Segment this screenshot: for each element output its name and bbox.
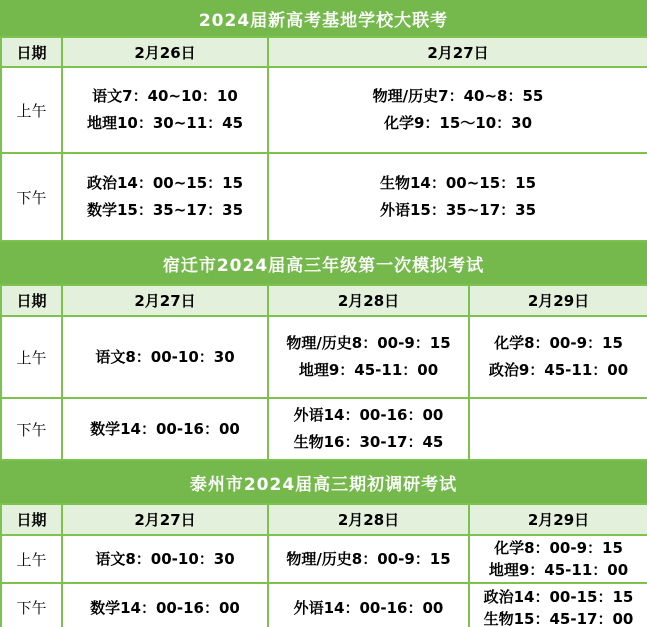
date-cell: 2月28日	[268, 504, 469, 535]
period-label: 下午	[1, 583, 62, 627]
date-cell: 2月26日	[62, 37, 268, 67]
schedule-cell	[268, 583, 469, 627]
date-cell: 2月29日	[469, 285, 647, 316]
schedule-cell	[268, 398, 469, 460]
section-title-bar	[0, 461, 647, 503]
schedule-cell	[268, 316, 469, 398]
section-title: 宿迁市2024届高三年级第一次模拟考试	[162, 255, 485, 276]
schedule-cell	[62, 535, 268, 583]
date-cell: 2月28日	[268, 285, 469, 316]
date-cell: 2月27日	[268, 37, 647, 67]
exam-time: 数学15：35~17：35	[86, 201, 244, 219]
exam-time: 化学9：15～10：30	[383, 114, 533, 132]
schedule-cell	[62, 398, 268, 460]
exam-time: 外语14：00-16：00	[293, 406, 444, 424]
table-row-afternoon	[1, 583, 647, 627]
table-row-morning	[1, 316, 647, 398]
exam-time: 地理9：45-11：00	[298, 361, 439, 379]
period-label: 上午	[1, 535, 62, 583]
schedule-cell	[469, 535, 647, 583]
date-cell: 2月29日	[469, 504, 647, 535]
exam-time: 生物14：00~15：15	[379, 174, 537, 192]
exam-time: 数学14：00-16：00	[90, 419, 240, 438]
section-title: 2024届新高考基地学校大联考	[198, 10, 449, 31]
section-joint-exam	[0, 0, 647, 242]
schedule-cell	[62, 316, 268, 398]
date-label-cell: 日期	[1, 504, 62, 535]
exam-time: 地理10：30~11：45	[86, 114, 244, 132]
exam-time: 生物16：30-17：45	[293, 433, 444, 451]
exam-time: 政治14：00~15：15	[86, 174, 244, 192]
exam-time: 物理/历史7：40~8：55	[372, 87, 544, 105]
exam-time: 地理9：45-11：00	[488, 561, 629, 579]
table-row-morning	[1, 535, 647, 583]
schedule-cell	[469, 316, 647, 398]
schedule-cell	[62, 153, 268, 241]
section-taizhou-survey	[0, 461, 647, 627]
table-row-afternoon	[1, 153, 647, 241]
exam-time: 政治9：45-11：00	[488, 361, 629, 379]
exam-time: 语文8：00-10：30	[95, 347, 235, 366]
section-title-bar	[0, 0, 647, 36]
date-header-row	[1, 285, 647, 316]
schedule-cell-empty	[469, 398, 647, 460]
date-label-cell: 日期	[1, 285, 62, 316]
exam-time: 化学8：00-9：15	[494, 539, 623, 557]
section-title: 泰州市2024届高三期初调研考试	[189, 474, 458, 495]
date-header-row	[1, 504, 647, 535]
schedule-cell	[268, 67, 647, 153]
schedule-cell	[62, 583, 268, 627]
schedule-cell	[62, 67, 268, 153]
date-cell: 2月27日	[62, 285, 268, 316]
table-row-morning	[1, 67, 647, 153]
schedule-table	[0, 36, 647, 242]
exam-time: 化学8：00-9：15	[494, 334, 623, 352]
period-label: 上午	[1, 67, 62, 153]
table-row-afternoon	[1, 398, 647, 460]
schedule-cell	[469, 583, 647, 627]
exam-time: 语文7：40~10：10	[92, 87, 238, 105]
schedule-table	[0, 284, 647, 461]
exam-time: 数学14：00-16：00	[90, 598, 240, 617]
section-suqian-mock	[0, 242, 647, 461]
exam-time: 物理/历史8：00-9：15	[286, 334, 451, 352]
schedule-cell	[268, 153, 647, 241]
date-header-row	[1, 37, 647, 67]
period-label: 下午	[1, 398, 62, 460]
exam-time: 生物15：45-17：00	[483, 609, 634, 627]
section-title-bar	[0, 242, 647, 284]
date-cell: 2月27日	[62, 504, 268, 535]
exam-time: 外语15：35~17：35	[379, 201, 537, 219]
exam-time: 政治14：00-15：15	[483, 587, 634, 606]
period-label: 下午	[1, 153, 62, 241]
exam-time: 物理/历史8：00-9：15	[286, 550, 451, 568]
exam-time: 外语14：00-16：00	[293, 598, 444, 617]
date-label-cell: 日期	[1, 37, 62, 67]
schedule-cell	[268, 535, 469, 583]
period-label: 上午	[1, 316, 62, 398]
exam-time: 语文8：00-10：30	[95, 550, 235, 568]
schedule-table	[0, 503, 647, 627]
